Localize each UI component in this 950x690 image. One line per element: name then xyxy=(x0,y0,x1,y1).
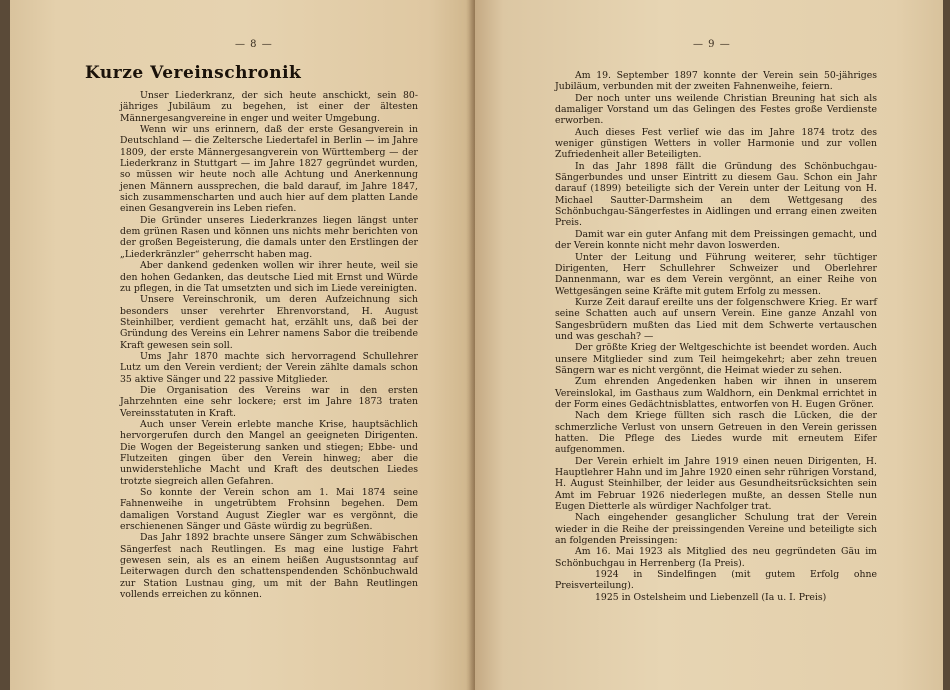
paragraph: Zum ehrenden Angedenken haben wir ihnen in unserem Vereinslokal, im Gasthaus zum Waldhorn, ein Denkmal errichtet in der Form eines Gedächtnisblattes, entworfen von H. Eugen Gröner. xyxy=(555,376,877,410)
left-body-text xyxy=(120,90,418,600)
paragraph: Der Verein erhielt im Jahre 1919 einen neuen Dirigenten, H. Hauptlehrer Hahn und im Jahre 1920 einen sehr rührigen Vorstand, H. August Steinhilber, der leider aus Gesundheitsrücksichten sein Amt im Februar 1926 niederlegen mußte, an dessen Stelle nun Eugen Dietterle als würdiger Nachfolger trat. xyxy=(555,455,877,513)
paragraph: In das Jahr 1898 fällt die Gründung des Schönbuchgau-Sängerbundes und unser Eintritt zu diesem Gau. Schon ein Jahr darauf (1899) beteiligte sich der Verein unter der Leitung von H. Michael Sautter-Darmsheim an dem Wettgesang des Schönbuchgau-Sängerfestes in Aidlingen und errang einen zweiten Preis. xyxy=(555,160,877,229)
paragraph: Der noch unter uns weilende Christian Breuning hat sich als damaliger Vorstand um das Gelingen des Festes große Verdienste erworben. xyxy=(555,92,877,127)
page-number: — 8 — xyxy=(235,39,273,50)
paragraph: Nach eingehender gesanglicher Schulung trat der Verein wieder in die Reihe der preissingenden Vereine und beteiligte sich an folgenden Preissingen: xyxy=(555,512,877,547)
paragraph: Nach dem Kriege füllten sich rasch die Lücken, die der schmerzliche Verlust von unsern Getreuen in den Verein gerissen hatten. Die Pflege des Liedes wurde mit erneutem Eifer aufgenommen. xyxy=(555,410,877,456)
paragraph: 1925 in Ostelsheim und Liebenzell (Ia u. I. Preis) xyxy=(595,591,827,603)
paragraph: Wenn wir uns erinnern, daß der erste Gesangverein in Deutschland — die Zeltersche Liedertafel in Berlin — im Jahre 1809, der erste Männergesangverein von Württemberg — der Liederkranz in Stuttgart — im Jahre 1827 gegründet wurden, so müssen wir heute noch alle Achtung und Anerkennung jenen Männern aussprechen, die bald darauf, im Jahre 1847, sich zusammenscharten und auch hier auf dem platten Lande einen Gesangverein ins Leben riefen. xyxy=(120,124,418,215)
paragraph: Aber dankend gedenken wollen wir ihrer heute, weil sie den hohen Gedanken, das deutsche Lied mit Ernst und Würde zu pflegen, in die Tat umsetzten und sich im Liede vereinigten. xyxy=(120,260,418,294)
paragraph: Das Jahr 1892 brachte unsere Sänger zum Schwäbischen Sängerfest nach Reutlingen. Es mag eine lustige Fahrt gewesen sein, als es an einem heißen Augustsonntag auf Leiterwagen durch den schattenspendenden Schönbuchwald zur Station Lustnau ging, um mit der Bahn Reutlingen vollends erreichen zu können. xyxy=(120,532,418,601)
right-page xyxy=(475,0,943,690)
paragraph: Ums Jahr 1870 machte sich hervorragend Schullehrer Lutz um den Verein verdient; der Verein zählte damals schon 35 aktive Sänger und 22 passive Mitglieder. xyxy=(120,350,418,385)
paragraph: 1924 in Sindelfingen (mit gutem Erfolg ohne Preisverteilung). xyxy=(555,569,877,592)
paragraph: So konnte der Verein schon am 1. Mai 1874 seine Fahnenweihe in ungetrübtem Frohsinn begehen. Dem damaligen Vorstand August Ziegler war es vergönnt, die erschienenen Sänger und Gäste würdig zu begrüßen. xyxy=(120,487,418,533)
paragraph: Unsere Vereinschronik, um deren Aufzeichnung sich besonders unser verehrter Ehrenvorstand, H. August Steinhilber, verdient gemacht hat, erzählt uns, daß bei der Gründung des Vereins ein Lehrer namens Sabor die treibende Kraft gewesen sein soll. xyxy=(120,294,418,351)
paragraph: Unter der Leitung und Führung weiterer, sehr tüchtiger Dirigenten, Herr Schullehrer Schweizer und Oberlehrer Dannenmann, war es dem Verein vergönnt, an einer Reihe von Wettgesängen seine Kräfte mit gutem Erfolg zu messen. xyxy=(555,251,877,297)
paragraph: Auch dieses Fest verlief wie das im Jahre 1874 trotz des weniger günstigen Wetters in voller Harmonie und zur vollen Zufriedenheit aller Beteiligten. xyxy=(555,126,877,161)
paragraph: Unser Liederkranz, der sich heute anschickt, sein 80-jähriges Jubiläum zu begehen, ist einer der ältesten Männergesangvereine in enger und weiter Umgebung. xyxy=(120,90,418,124)
paragraph: Am 19. September 1897 konnte der Verein sein 50-jähriges Jubiläum, verbunden mit der zweiten Fahnenweihe, feiern. xyxy=(555,70,877,93)
paragraph: Die Gründer unseres Liederkranzes liegen längst unter dem grünen Rasen und können uns nichts mehr berichten von der großen Begeisterung, die damals unter den Erstlingen der „Liederkränzler“ geherrscht haben mag. xyxy=(120,214,418,260)
page-heading: Kurze Vereinschronik xyxy=(85,63,302,83)
paragraph: Die Organisation des Vereins war in den ersten Jahrzehnten eine sehr lockere; erst im Jahre 1873 traten Vereinsstatuten in Kraft. xyxy=(120,384,418,419)
left-page xyxy=(10,0,475,690)
paragraph: Der größte Krieg der Weltgeschichte ist beendet worden. Auch unsere Mitglieder sind zum Teil heimgekehrt; aber zehn treuen Sängern war es nicht vergönnt, die Heimat wieder zu sehen. xyxy=(555,342,877,376)
paragraph: Kurze Zeit darauf ereilte uns der folgenschwere Krieg. Er warf seine Schatten auch auf unsern Verein. Eine ganze Anzahl von Sangesbrüdern mußten das Lied mit dem Schwerte vertauschen und was geschah? — xyxy=(555,296,877,342)
paragraph: Auch unser Verein erlebte manche Krise, hauptsächlich hervorgerufen durch den Mangel an geeigneten Dirigenten. Die Wogen der Begeisterung sanken und stiegen; Ebbe- und Flutzeiten gingen über den Verein hinweg; aber die unwiderstehliche Macht und Kraft des deutschen Liedes trotzte siegreich allen Gefahren. xyxy=(120,418,418,487)
right-body-text xyxy=(555,70,877,603)
paragraph: Am 16. Mai 1923 als Mitglied des neu gegründeten Gäu im Schönbuchgau in Herrenberg (Ia Preis). xyxy=(555,546,877,569)
paragraph: Damit war ein guter Anfang mit dem Preissingen gemacht, und der Verein konnte nicht mehr davon loswerden. xyxy=(555,228,877,252)
page-number: — 9 — xyxy=(693,39,731,50)
